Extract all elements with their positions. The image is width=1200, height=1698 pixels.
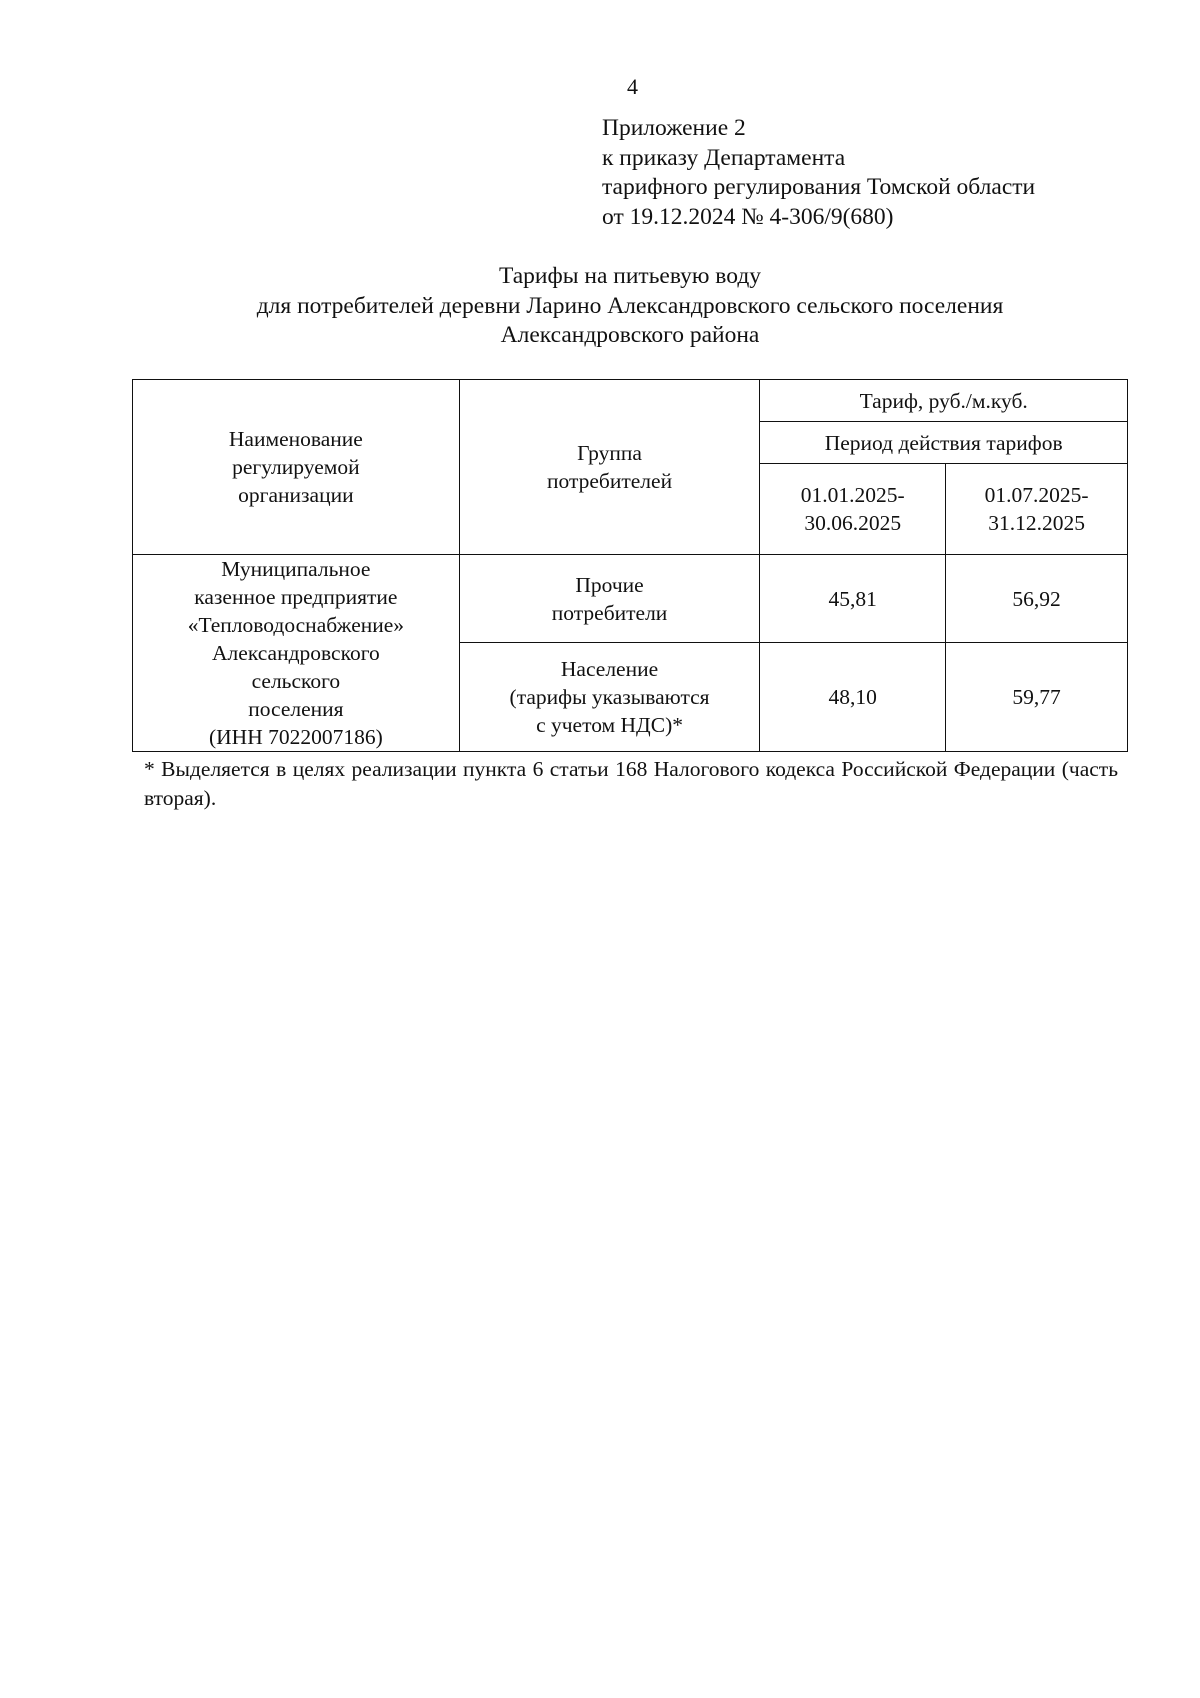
- header-org-name-line: регулируемой: [232, 455, 360, 479]
- consumer-group-line: (тарифы указываются: [509, 685, 710, 710]
- consumer-group-line: Прочие: [575, 572, 644, 597]
- appendix-line: тарифного регулирования Томской области: [602, 174, 1036, 200]
- header-group-line: Группа: [577, 441, 642, 465]
- header-tariff: Тариф, руб./м.куб.: [760, 380, 1128, 422]
- header-consumer-group: [459, 380, 760, 555]
- appendix-line: к приказу Департамента: [602, 144, 846, 171]
- appendix-line: от 19.12.2024 № 4-306/9(680): [602, 203, 894, 230]
- header-period-line: 31.12.2025: [988, 511, 1085, 535]
- header-period-line: 01.07.2025-: [984, 483, 1089, 507]
- tariff-table: [132, 379, 1128, 752]
- tariff-value-cell: 56,92: [946, 555, 1128, 643]
- organization-line: «Тепловодоснабжение»: [187, 613, 405, 637]
- footnote: * Выделяется в целях реализации пункта 6 статьи 168 Налогового кодекса Российской Федерации (часть вторая).: [144, 757, 1118, 810]
- header-org-name-line: организации: [238, 483, 354, 507]
- header-period: Период действия тарифов: [760, 422, 1128, 464]
- title-line: Александровского района: [500, 322, 760, 348]
- table-row: [133, 555, 1128, 643]
- document-title: [0, 262, 1200, 351]
- header-period-line: 01.01.2025-: [800, 483, 905, 507]
- organization-line: поселения: [248, 697, 344, 721]
- header-org-name-line: Наименование: [228, 427, 363, 451]
- organization-line: (ИНН 7022007186): [208, 725, 383, 749]
- header-period-1: [760, 464, 946, 555]
- appendix-line: Приложение 2: [602, 115, 746, 141]
- organization-line: Александровского: [212, 641, 380, 665]
- consumer-group-line: с учетом НДС)*: [536, 713, 683, 738]
- tariff-value-cell: 48,10: [760, 643, 946, 752]
- tariff-value-cell: 59,77: [946, 643, 1128, 752]
- consumer-group-cell: [459, 643, 760, 752]
- title-line: Тарифы на питьевую воду: [498, 263, 762, 289]
- table-header-row: [133, 380, 1128, 422]
- consumer-group-line: Население: [560, 657, 659, 682]
- header-org-name: [133, 380, 460, 555]
- header-period-line: 30.06.2025: [804, 511, 902, 535]
- organization-line: сельского: [251, 669, 341, 693]
- organization-line: казенное предприятие: [194, 585, 398, 609]
- organization-cell: [133, 555, 460, 752]
- consumer-group-line: потребители: [551, 600, 668, 625]
- page-number: 4: [627, 74, 638, 99]
- organization-line: Муниципальное: [221, 557, 371, 581]
- header-period-2: [946, 464, 1128, 555]
- header-group-line: потребителей: [546, 469, 673, 493]
- title-line: для потребителей деревни Ларино Александровского сельского поселения: [256, 292, 1004, 319]
- appendix-header: [602, 114, 1035, 232]
- tariff-value-cell: 45,81: [760, 555, 946, 643]
- consumer-group-cell: [459, 555, 760, 643]
